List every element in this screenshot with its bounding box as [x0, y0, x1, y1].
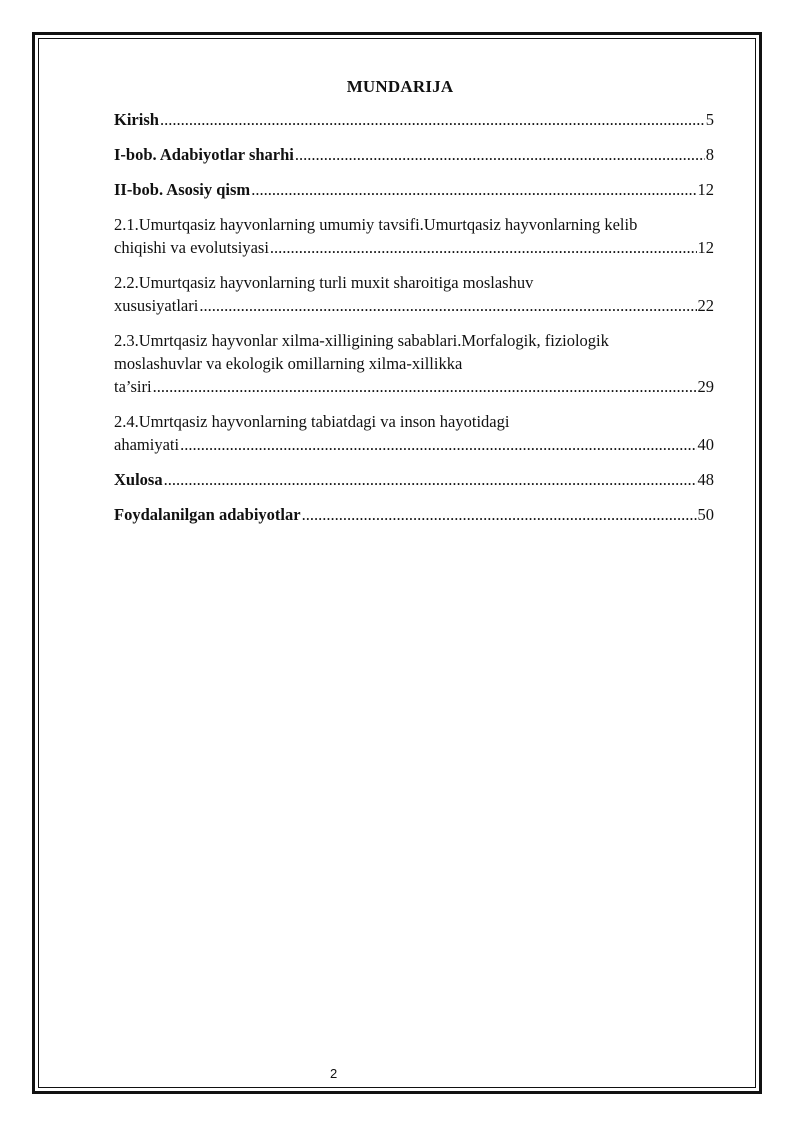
toc-page-number: 29	[697, 377, 714, 396]
toc-leader-dots	[160, 108, 705, 131]
toc-label: ahamiyati	[114, 435, 180, 454]
page-title: MUNDARIJA	[346, 77, 454, 96]
toc-item-bob1[interactable]	[114, 143, 714, 166]
toc-page-number: 48	[697, 470, 714, 489]
toc-text-line: 2.4.Umrtqasiz hayvonlarning tabiatdagi va inson hayotidagi	[114, 412, 510, 431]
toc-page-number: 12	[697, 180, 714, 199]
toc-entry-line	[114, 375, 714, 398]
toc-label: I-bob. Adabiyotlar sharhi	[114, 145, 294, 164]
toc-entry-line	[114, 503, 714, 526]
toc-label: Kirish	[114, 110, 159, 129]
page-number: 2	[330, 1066, 338, 1081]
toc-item-bob2[interactable]	[114, 178, 714, 201]
toc-page-number: 8	[705, 145, 714, 164]
toc-label: Foydalanilgan adabiyotlar	[114, 505, 301, 524]
toc-text-line: 2.2.Umurtqasiz hayvonlarning turli muxit sharoitiga moslashuv	[114, 273, 534, 292]
toc-leader-dots	[302, 503, 697, 526]
toc-label: xususiyatlari	[114, 296, 199, 315]
toc-entry-line	[114, 236, 714, 259]
toc-page-number: 40	[697, 435, 714, 454]
toc-item-xulosa[interactable]	[114, 468, 714, 491]
toc-item-foydalanilgan[interactable]	[114, 503, 714, 526]
toc-leader-dots	[164, 468, 697, 491]
toc-item-2-2[interactable]	[114, 271, 714, 317]
toc-entry-line	[114, 108, 714, 131]
toc-entry-line	[114, 143, 714, 166]
toc-item-kirish[interactable]	[114, 108, 714, 131]
toc-label: II-bob. Asosiy qism	[114, 180, 251, 199]
toc-leader-dots	[251, 178, 696, 201]
toc-text-line: 2.1.Umurtqasiz hayvonlarning umumiy tavsifi.Umurtqasiz hayvonlarning kelib	[114, 215, 638, 234]
toc-entry-line	[114, 294, 714, 317]
toc-leader-dots	[180, 433, 696, 456]
toc-page-number: 50	[697, 505, 714, 524]
toc-item-2-4[interactable]	[114, 410, 714, 456]
toc-page-number: 12	[697, 238, 714, 257]
toc-entry-line	[114, 433, 714, 456]
toc-leader-dots	[295, 143, 705, 166]
toc-leader-dots	[199, 294, 696, 317]
toc-item-2-1[interactable]	[114, 213, 714, 259]
toc-item-2-3[interactable]	[114, 329, 714, 398]
toc-leader-dots	[153, 375, 697, 398]
toc-label: ta’siri	[114, 377, 152, 396]
toc-entry-line	[114, 178, 714, 201]
toc-page-number: 22	[697, 296, 714, 315]
toc-text-line: moslashuvlar va ekologik omillarning xilma-xillikka	[114, 354, 463, 373]
toc-text-line: 2.3.Umrtqasiz hayvonlar xilma-xilligining sabablari.Morfalogik, fiziologik	[114, 331, 609, 350]
toc-label: chiqishi va evolutsiyasi	[114, 238, 269, 257]
toc-page-number: 5	[705, 110, 714, 129]
toc-leader-dots	[270, 236, 697, 259]
toc-entry-line	[114, 468, 714, 491]
table-of-contents	[114, 108, 714, 538]
toc-label: Xulosa	[114, 470, 163, 489]
